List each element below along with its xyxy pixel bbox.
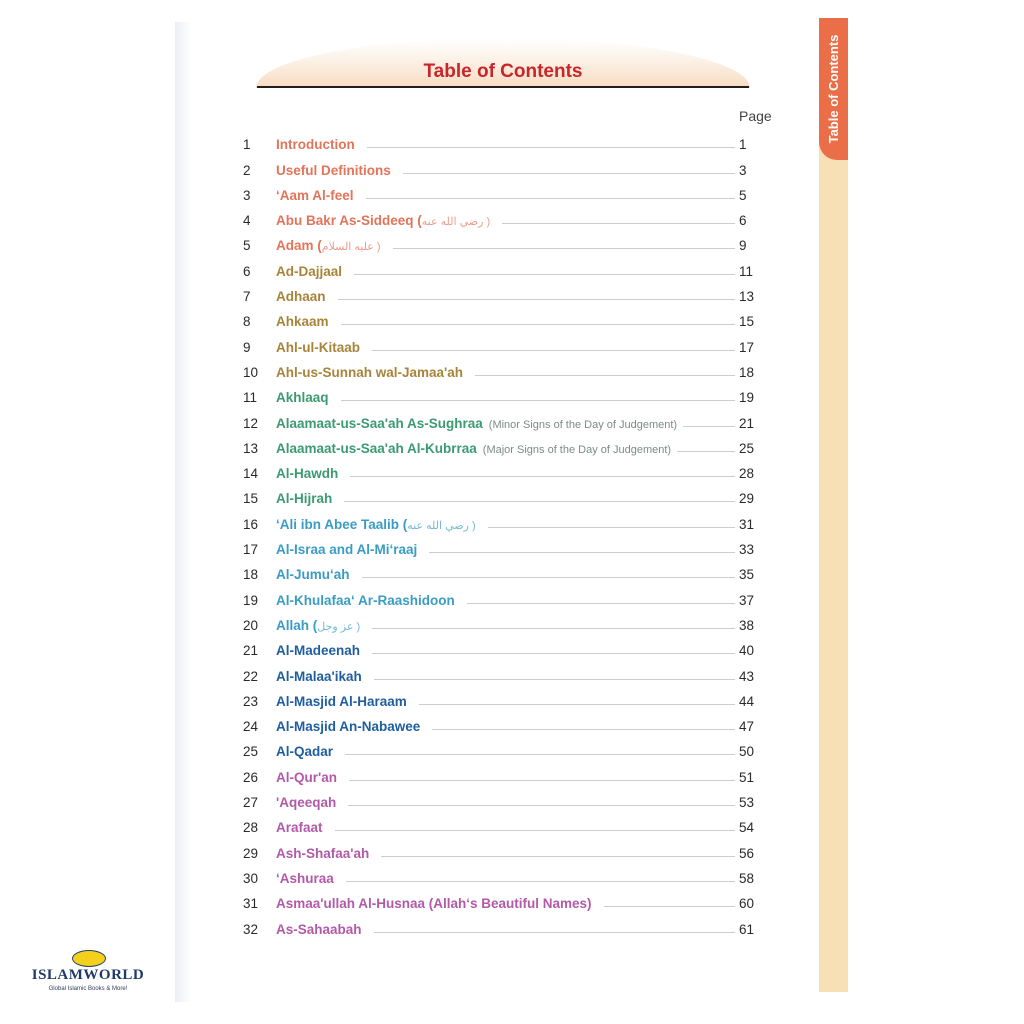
entry-title-text: Ahl-ul-Kitaab — [276, 339, 360, 355]
honorific-icon: عز وجل ) — [317, 620, 361, 633]
toc-entry[interactable] — [243, 561, 773, 586]
entry-title — [276, 264, 348, 283]
entry-page: 56 — [739, 845, 755, 861]
entry-page: 11 — [739, 263, 754, 279]
dotted-leader — [354, 274, 735, 275]
entry-title-text: Ad-Dajjaal — [276, 263, 343, 279]
entry-title — [276, 896, 598, 915]
entry-title-text: Al-Hawdh — [276, 466, 339, 482]
side-tab-strip — [819, 18, 848, 992]
entry-number: 30 — [243, 870, 259, 886]
honorific-icon: رضي الله عنه ) — [407, 519, 476, 532]
honorific-icon: رضي الله عنه ) — [421, 216, 491, 229]
entry-page: 60 — [739, 896, 755, 912]
entry-title — [276, 441, 671, 460]
dotted-leader — [604, 906, 735, 907]
dotted-leader — [475, 375, 735, 376]
dotted-leader — [345, 754, 735, 755]
entry-title — [276, 744, 339, 763]
entry-page: 1 — [739, 137, 747, 153]
toc-entry[interactable] — [243, 814, 773, 839]
dotted-leader — [502, 223, 735, 224]
entry-title-text: Al-Jumu‘ah — [276, 567, 350, 583]
entry-title-text: As-Sahaabah — [276, 921, 362, 937]
entry-number: 13 — [243, 440, 259, 456]
entry-page: 40 — [739, 643, 755, 659]
entry-title-text: Asmaa'ullah Al-Husnaa (Allah‘s Beautiful Names) — [276, 896, 592, 912]
entry-title — [276, 390, 335, 409]
entry-page: 51 — [739, 769, 755, 785]
toc-entry[interactable] — [243, 789, 773, 814]
header-divider — [257, 86, 749, 88]
dotted-leader — [346, 881, 735, 882]
entry-title-text: Ash-Shafaa'ah — [276, 845, 370, 861]
entry-number: 4 — [243, 213, 251, 229]
entry-number: 6 — [243, 263, 251, 279]
entry-number: 15 — [243, 491, 259, 507]
page-title: Table of Contents — [423, 61, 583, 82]
toc-entry[interactable] — [243, 485, 773, 510]
entry-title — [276, 871, 340, 890]
entry-title — [276, 846, 375, 865]
entry-title — [276, 365, 469, 384]
entry-title — [276, 922, 368, 941]
entry-number: 10 — [243, 364, 259, 380]
entry-page: 54 — [739, 820, 755, 836]
entry-title — [276, 213, 496, 232]
entry-title — [276, 466, 344, 485]
toc-entry[interactable] — [243, 409, 773, 434]
entry-title-text: Al-Malaa'ikah — [276, 668, 362, 684]
entry-page: 3 — [739, 162, 747, 178]
entry-page: 5 — [739, 187, 747, 203]
entry-number: 3 — [243, 187, 251, 203]
logo-wordmark: ISLAMWORLD — [31, 967, 145, 983]
dotted-leader — [419, 704, 735, 705]
entry-number: 32 — [243, 921, 259, 937]
toc-entry[interactable] — [243, 612, 773, 637]
entry-title-text: ‘Aam Al-feel — [276, 187, 354, 203]
toc-entry[interactable] — [243, 637, 773, 662]
entry-title-text: Al-Qadar — [276, 744, 334, 760]
entry-page: 61 — [739, 921, 755, 937]
entry-title-text: Al-Madeenah — [276, 643, 361, 659]
toc-entry[interactable] — [243, 182, 773, 207]
entry-title-text: Al-Hijrah — [276, 491, 333, 507]
entry-subtitle: (Major Signs of the Day of Judgement) — [482, 443, 672, 456]
entry-number: 21 — [243, 643, 259, 659]
dotted-leader — [488, 527, 735, 528]
entry-number: 8 — [243, 314, 251, 330]
toc-entry[interactable] — [243, 688, 773, 713]
side-tab-label — [819, 18, 848, 160]
entry-title-text: Alaamaat-us-Saa'ah Al-Kubrraa — [276, 440, 477, 456]
entry-title — [276, 137, 361, 156]
entry-page: 31 — [739, 516, 755, 532]
entry-title — [276, 820, 329, 839]
entry-page: 18 — [739, 364, 755, 380]
dotted-leader — [381, 856, 735, 857]
dotted-leader — [349, 780, 735, 781]
entry-number: 18 — [243, 567, 259, 583]
entry-page: 21 — [739, 415, 755, 431]
entry-title — [276, 770, 343, 789]
entry-title-text: Adhaan — [276, 289, 326, 305]
entry-title — [276, 188, 360, 207]
entry-title — [276, 643, 366, 662]
entry-title-text: Useful Definitions — [276, 162, 391, 178]
toc-entry[interactable] — [243, 384, 773, 409]
entry-title-text: Al-Masjid An-Nabawee — [276, 719, 421, 735]
side-tab-text: Table of Contents — [826, 34, 841, 144]
entry-title-text: 'Aqeeqah — [276, 795, 337, 811]
dotted-leader — [344, 501, 735, 502]
toc-entry[interactable] — [243, 333, 773, 358]
dotted-leader — [374, 679, 735, 680]
entry-title-text: Allah ( — [276, 617, 318, 633]
entry-title — [276, 618, 366, 637]
entry-title-text: Al-Masjid Al-Haraam — [276, 693, 407, 709]
logo-tagline: Global Islamic Books & More! — [48, 986, 128, 992]
toc-entry[interactable] — [243, 865, 773, 890]
entry-title-text: Adam ( — [276, 238, 322, 254]
toc-entry[interactable] — [243, 536, 773, 561]
toc-list — [243, 131, 773, 941]
entry-title-text: Al-Khulafaa‘ Ar-Raashidoon — [276, 592, 455, 608]
entry-title — [276, 340, 366, 359]
dotted-leader — [683, 426, 735, 427]
toc-entry[interactable] — [243, 915, 773, 940]
entry-page: 33 — [739, 542, 755, 558]
entry-title-text: Introduction — [276, 137, 355, 153]
entry-page: 6 — [739, 213, 747, 229]
entry-title-text: Al-Qur'an — [276, 769, 337, 785]
dotted-leader — [393, 248, 735, 249]
entry-page: 29 — [739, 491, 755, 507]
toc-entry[interactable] — [243, 156, 773, 181]
entry-page: 15 — [739, 314, 755, 330]
entry-title — [276, 314, 335, 333]
entry-page: 28 — [739, 466, 755, 482]
entry-title — [276, 416, 677, 435]
entry-number: 28 — [243, 820, 259, 836]
entry-page: 58 — [739, 870, 755, 886]
honorific-icon: عليه السلام ) — [321, 241, 381, 254]
dotted-leader — [341, 324, 735, 325]
toc-entry[interactable] — [243, 435, 773, 460]
entry-number: 31 — [243, 896, 259, 912]
dotted-leader — [338, 299, 735, 300]
entry-number: 25 — [243, 744, 259, 760]
entry-page: 17 — [739, 339, 755, 355]
dotted-leader — [366, 198, 735, 199]
islamworld-logo — [28, 950, 148, 1000]
entry-title-text: Ahl-us-Sunnah wal-Jamaa'ah — [276, 364, 463, 380]
toc-entry[interactable] — [243, 308, 773, 333]
entry-page: 44 — [739, 693, 755, 709]
entry-number: 17 — [243, 542, 259, 558]
entry-title-text: Alaamaat-us-Saa'ah As-Sughraa — [276, 415, 483, 431]
logo-badge-icon — [72, 950, 106, 967]
entry-page: 35 — [739, 567, 755, 583]
entry-number: 27 — [243, 795, 259, 811]
entry-number: 23 — [243, 693, 259, 709]
entry-number: 16 — [243, 516, 259, 532]
toc-entry[interactable] — [243, 713, 773, 738]
entry-number: 1 — [243, 137, 251, 153]
entry-page: 37 — [739, 592, 755, 608]
entry-title-text: Al-Israa and Al-Mi‘raaj — [276, 542, 418, 558]
toc-entry[interactable] — [243, 207, 773, 232]
toc-entry[interactable] — [243, 738, 773, 763]
entry-title — [276, 542, 423, 561]
entry-title — [276, 669, 368, 688]
entry-number: 29 — [243, 845, 259, 861]
dotted-leader — [372, 628, 735, 629]
toc-entry[interactable] — [243, 586, 773, 611]
toc-entry[interactable] — [243, 839, 773, 864]
page-edge-shadow — [175, 22, 193, 1002]
toc-entry[interactable] — [243, 510, 773, 535]
entry-page: 43 — [739, 668, 755, 684]
entry-title-text: ‘Ashuraa — [276, 870, 334, 886]
dotted-leader — [348, 805, 735, 806]
toc-entry[interactable] — [243, 662, 773, 687]
entry-title — [276, 517, 482, 536]
entry-page: 9 — [739, 238, 747, 254]
dotted-leader — [429, 552, 735, 553]
dotted-leader — [467, 603, 735, 604]
dotted-leader — [335, 830, 735, 831]
entry-page: 47 — [739, 719, 755, 735]
toc-entry[interactable] — [243, 359, 773, 384]
dotted-leader — [367, 147, 735, 148]
entry-page: 25 — [739, 440, 755, 456]
toc-entry[interactable] — [243, 131, 773, 156]
dotted-leader — [350, 476, 735, 477]
entry-title — [276, 289, 332, 308]
entry-title — [276, 593, 461, 612]
entry-number: 26 — [243, 769, 259, 785]
entry-title — [276, 163, 397, 182]
dotted-leader — [374, 932, 735, 933]
entry-title-text: Ahkaam — [276, 314, 329, 330]
entry-number: 7 — [243, 289, 251, 305]
dotted-leader — [432, 729, 735, 730]
entry-number: 2 — [243, 162, 251, 178]
entry-title — [276, 719, 426, 738]
entry-page: 50 — [739, 744, 755, 760]
entry-number: 11 — [243, 390, 258, 406]
entry-page: 13 — [739, 289, 755, 305]
entry-title — [276, 238, 387, 257]
entry-number: 24 — [243, 719, 259, 735]
entry-number: 5 — [243, 238, 251, 254]
entry-title-text: ‘Ali ibn Abee Taalib ( — [276, 516, 408, 532]
entry-number: 22 — [243, 668, 259, 684]
dotted-leader — [677, 451, 735, 452]
entry-number: 20 — [243, 617, 259, 633]
entry-title-text: Akhlaaq — [276, 390, 329, 406]
toc-entry[interactable] — [243, 283, 773, 308]
entry-page: 38 — [739, 617, 755, 633]
page-column-header: Page — [739, 108, 772, 124]
toc-entry[interactable] — [243, 763, 773, 788]
entry-number: 9 — [243, 339, 251, 355]
entry-page: 19 — [739, 390, 755, 406]
toc-entry[interactable] — [243, 257, 773, 282]
dotted-leader — [372, 350, 735, 351]
dotted-leader — [403, 173, 735, 174]
dotted-leader — [362, 577, 735, 578]
entry-page: 53 — [739, 795, 755, 811]
entry-title — [276, 694, 413, 713]
dotted-leader — [341, 400, 735, 401]
entry-title-text: Abu Bakr As-Siddeeq ( — [276, 213, 422, 229]
entry-number: 12 — [243, 415, 259, 431]
dotted-leader — [372, 653, 735, 654]
entry-title — [276, 567, 356, 586]
entry-number: 14 — [243, 466, 259, 482]
entry-title — [276, 491, 338, 510]
entry-subtitle: (Minor Signs of the Day of Judgement) — [488, 418, 678, 431]
entry-number: 19 — [243, 592, 259, 608]
entry-title-text: Arafaat — [276, 820, 323, 836]
entry-title — [276, 795, 342, 814]
toc-entry[interactable] — [243, 890, 773, 915]
toc-entry[interactable] — [243, 460, 773, 485]
toc-entry[interactable] — [243, 232, 773, 257]
